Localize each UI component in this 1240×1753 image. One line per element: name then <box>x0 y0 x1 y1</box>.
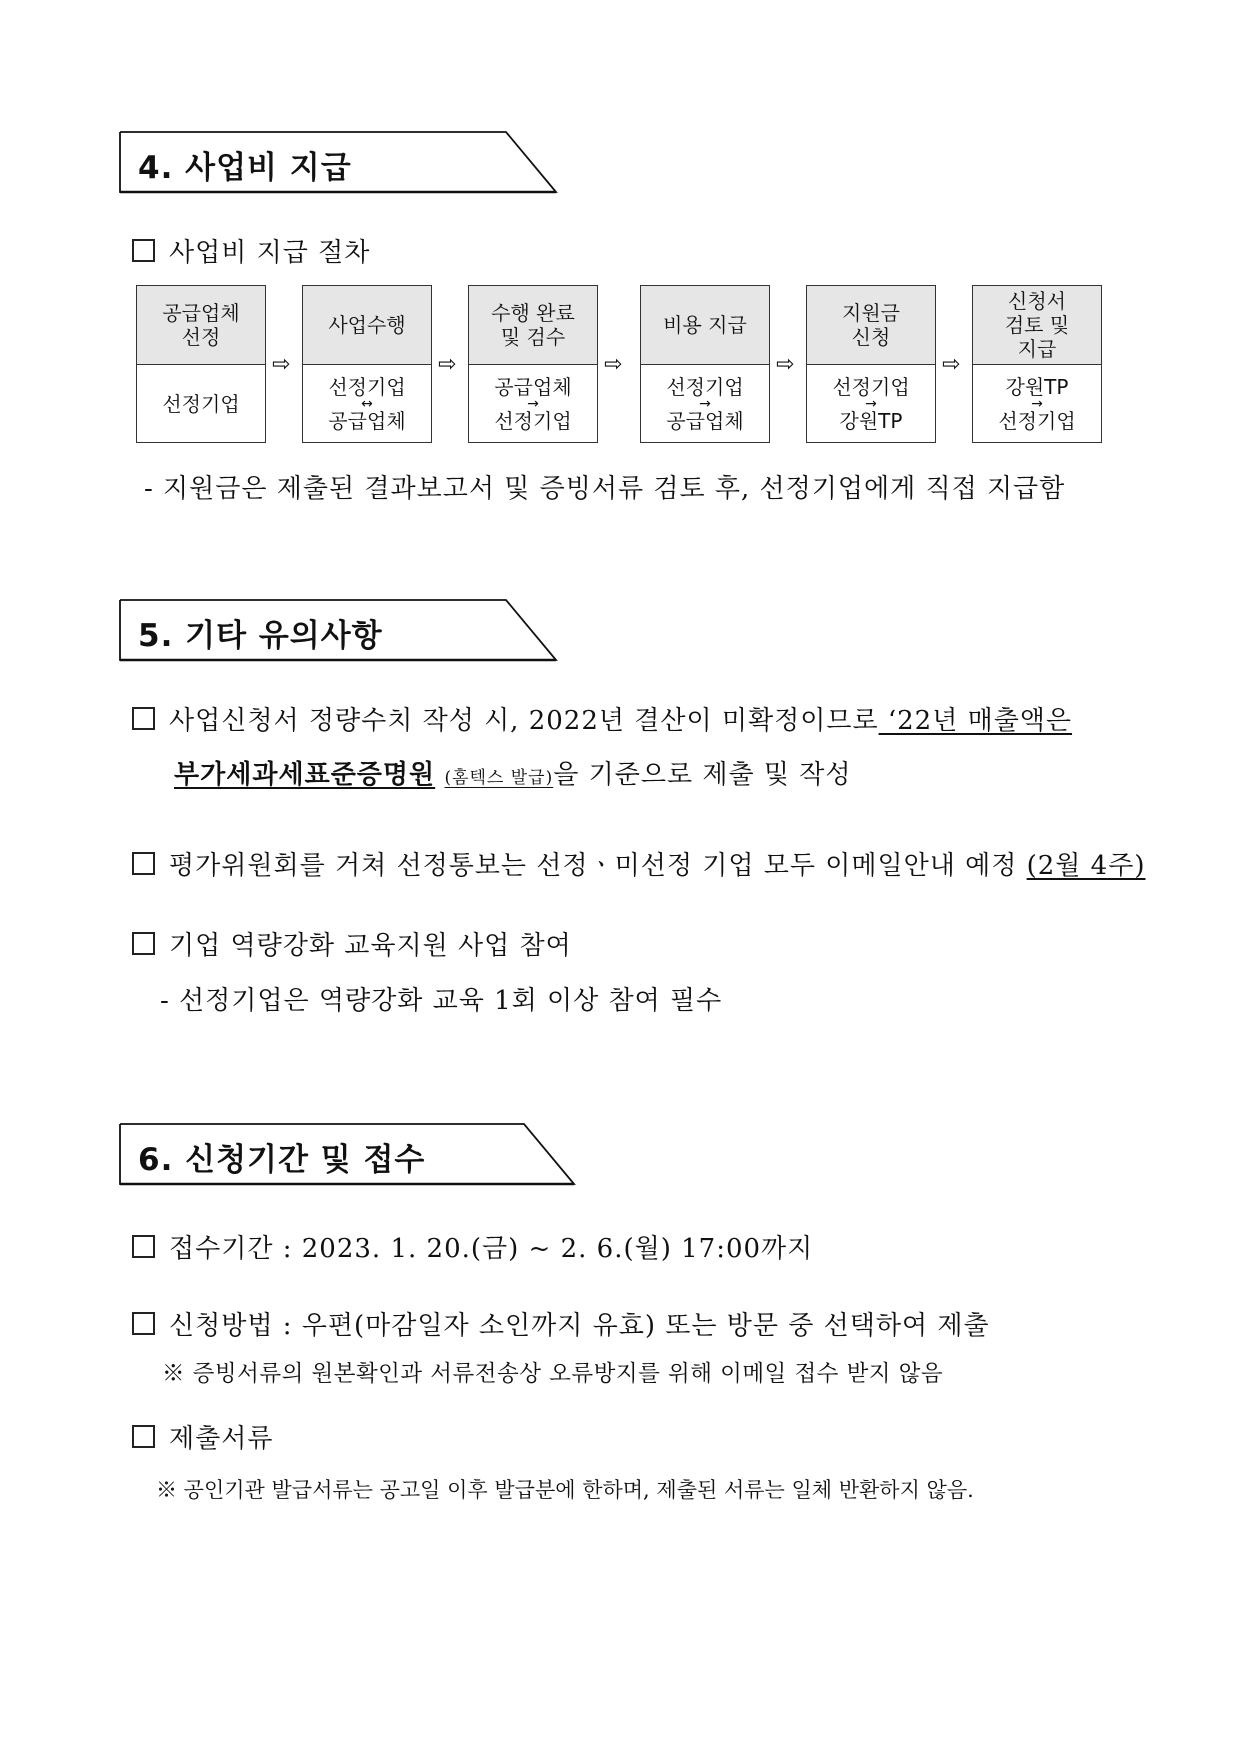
flow-direction-arrow-icon: ↔ <box>361 395 373 412</box>
tax-certificate-label: 부가세과세표준증명원 <box>174 760 436 790</box>
section-6-item-3-text: 제출서류 <box>169 1424 274 1454</box>
checkbox-square-icon <box>132 1425 155 1448</box>
flow-next-arrow-icon: ⇨ <box>942 352 961 377</box>
flow-step-actors <box>137 365 265 442</box>
flow-step-title: 비용 지급 <box>641 286 769 365</box>
checkbox-square-icon <box>132 1312 155 1335</box>
flow-next-arrow-icon: ⇨ <box>604 352 623 377</box>
section-4-title: 4. 사업비 지급 <box>138 150 352 186</box>
flow-step-actor-to: 공급업체 <box>666 408 744 433</box>
section-5-item-3-sub: - 선정기업은 역량강화 교육 1회 이상 참여 필수 <box>160 986 723 1016</box>
flow-step-actors <box>303 365 431 442</box>
flow-step-actor-from: 선정기업 <box>162 391 240 416</box>
flow-step-5 <box>806 285 936 443</box>
flow-step-actor-to: 선정기업 <box>494 408 572 433</box>
flow-step-actors <box>469 365 597 442</box>
section-4-item-1-text: 사업비 지급 절차 <box>169 238 371 268</box>
flow-direction-arrow-icon: → <box>865 395 877 412</box>
flow-step-actor-from: 선정기업 <box>832 374 910 399</box>
hometax-note: (홈텍스 발급) <box>444 768 554 788</box>
flow-direction-arrow-icon: → <box>699 395 711 412</box>
section-5-item-2-text: 평가위원회를 거쳐 선정통보는 선정ㆍ미선정 기업 모두 이메일안내 예정 <box>169 851 1027 881</box>
section-5-item-1-text-b: ‘22년 매출액은 <box>878 706 1073 736</box>
flow-next-arrow-icon: ⇨ <box>272 352 291 377</box>
checkbox-square-icon <box>132 1235 155 1258</box>
section-4-item-1 <box>132 232 370 269</box>
section-5-item-1 <box>132 700 1072 737</box>
flow-direction-arrow-icon: → <box>1031 395 1043 412</box>
section-6-item-2-text: 신청방법 : 우편(마감일자 소인까지 유효) 또는 방문 중 선택하여 제출 <box>169 1311 990 1341</box>
section-6-item-2 <box>132 1305 990 1342</box>
flow-step-actors <box>973 365 1101 442</box>
flow-step-title: 신청서 검토 및 지급 <box>973 286 1101 365</box>
section-5-header <box>120 600 560 664</box>
section-6-item-1 <box>132 1228 813 1265</box>
flow-step-actors <box>807 365 935 442</box>
section-6-title: 6. 신청기간 및 접수 <box>138 1142 426 1178</box>
flow-step-title: 공급업체 선정 <box>137 286 265 365</box>
flow-step-3 <box>468 285 598 443</box>
section-6-item-3 <box>132 1418 273 1455</box>
flow-step-6 <box>972 285 1102 443</box>
section-5-title: 5. 기타 유의사항 <box>138 618 383 654</box>
flow-direction-arrow-icon: → <box>527 395 539 412</box>
section-4-header <box>120 132 560 196</box>
flow-step-title: 수행 완료 및 검수 <box>469 286 597 365</box>
section-6-header <box>120 1124 580 1188</box>
section-4-note: - 지원금은 제출된 결과보고서 및 증빙서류 검토 후, 선정기업에게 직접 지급함 <box>144 474 1066 504</box>
flow-step-1 <box>136 285 266 443</box>
flow-step-actor-from: 선정기업 <box>328 374 406 399</box>
section-6-item-3-note: ※ 공인기관 발급서류는 공고일 이후 발급분에 한하며, 제출된 서류는 일체 반환하지 않음. <box>156 1478 974 1502</box>
flow-step-actor-from: 공급업체 <box>494 374 572 399</box>
section-6-item-1-text: 접수기간 : 2023. 1. 20.(금) ~ 2. 6.(월) 17:00까지 <box>169 1234 814 1264</box>
checkbox-square-icon <box>132 932 155 955</box>
flow-step-actor-from: 강원TP <box>1005 374 1069 399</box>
flow-next-arrow-icon: ⇨ <box>438 352 457 377</box>
section-6-item-2-note: ※ 증빙서류의 원본확인과 서류전송상 오류방지를 위해 이메일 접수 받지 않음 <box>162 1361 944 1387</box>
section-5-item-1-continued <box>174 754 851 791</box>
checkbox-square-icon <box>132 707 155 730</box>
flow-step-actor-to: 선정기업 <box>998 408 1076 433</box>
flow-step-actor-to: 공급업체 <box>328 408 406 433</box>
section-5-item-1-text-c: 을 기준으로 제출 및 작성 <box>553 760 852 790</box>
checkbox-square-icon <box>132 852 155 875</box>
flow-step-2 <box>302 285 432 443</box>
flow-next-arrow-icon: ⇨ <box>776 352 795 377</box>
checkbox-square-icon <box>132 239 155 262</box>
flow-step-title: 사업수행 <box>303 286 431 365</box>
flow-step-actor-to: 강원TP <box>839 408 903 433</box>
section-5-item-3 <box>132 925 572 962</box>
flow-step-actor-from: 선정기업 <box>666 374 744 399</box>
flow-step-actors <box>641 365 769 442</box>
section-5-item-2-date: (2월 4주) <box>1026 851 1146 881</box>
section-5-item-2 <box>132 845 1145 882</box>
section-5-item-1-text-a: 사업신청서 정량수치 작성 시, 2022년 결산이 미확정이므로 <box>169 706 879 736</box>
flow-step-title: 지원금 신청 <box>807 286 935 365</box>
flow-step-4 <box>640 285 770 443</box>
section-5-item-3-text: 기업 역량강화 교육지원 사업 참여 <box>169 931 572 961</box>
